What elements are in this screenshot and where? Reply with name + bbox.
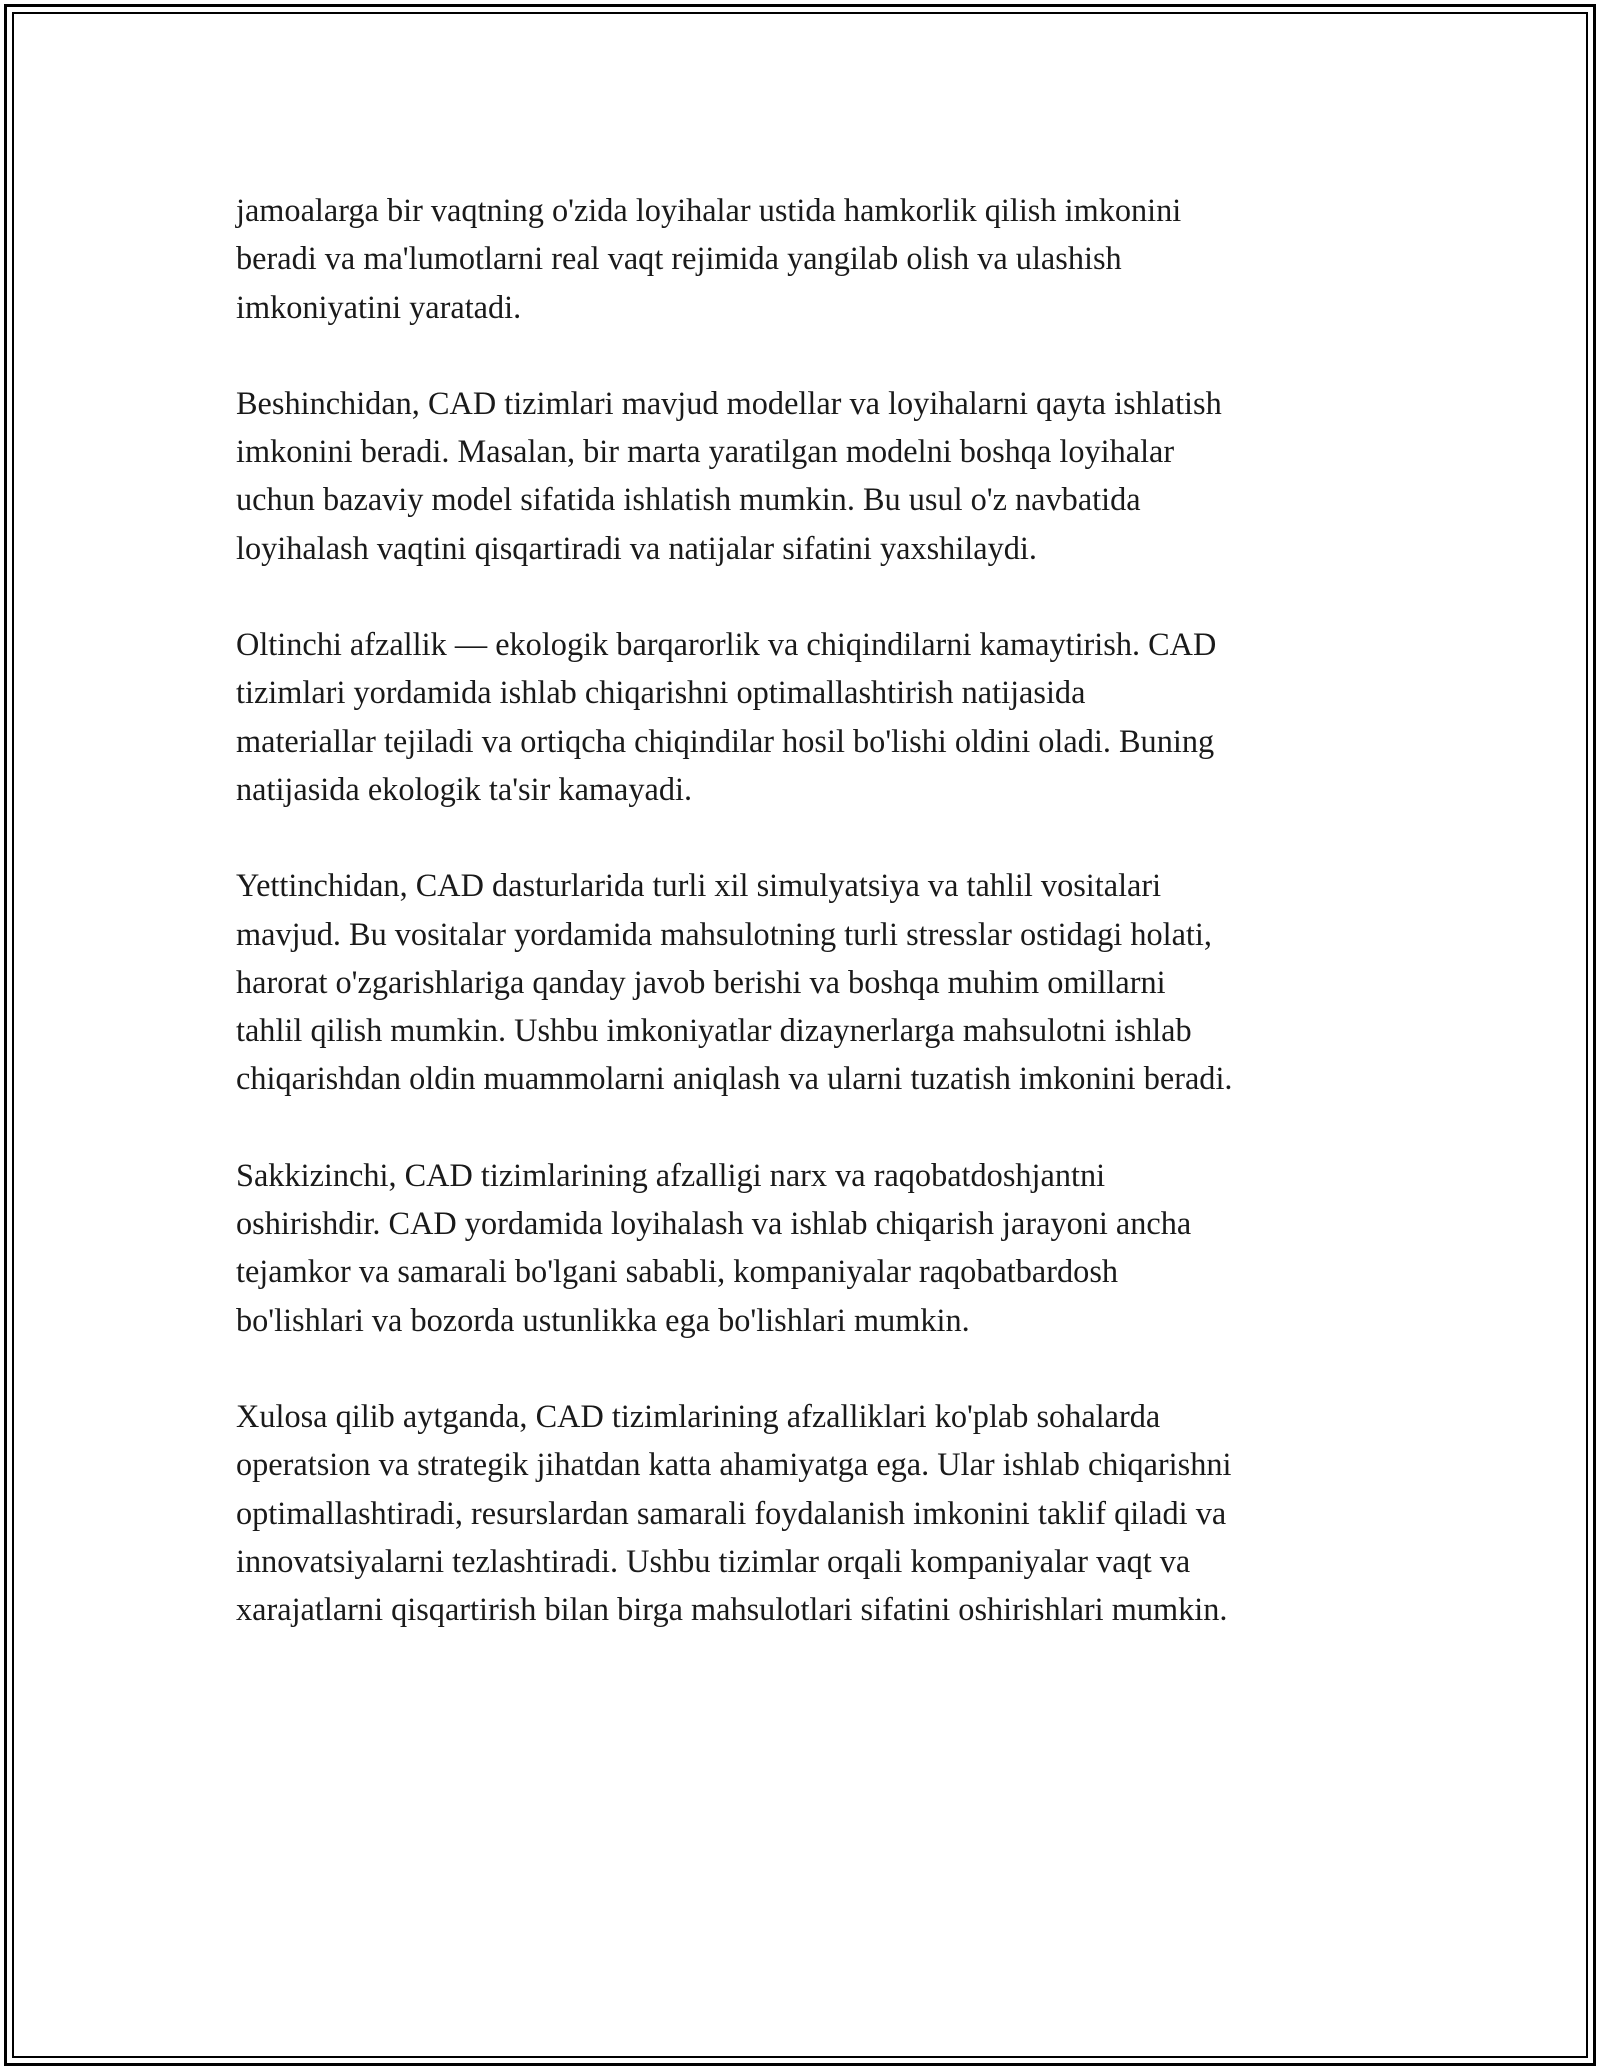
document-body: [236, 186, 1376, 1681]
paragraph-sixth-ecology: Oltinchi afzallik — ekologik barqarorlik va chiqindilarni kamaytirish. CAD tizimlari yordamida ishlab chiqarishni optimallashtirish natijasida materiallar tejiladi va ortiqcha chiqindilar hosil bo'lishi oldini oladi. Buning natijasida ekologik ta'sir kamayadi.: [236, 626, 1217, 807]
paragraph-conclusion: Xulosa qilib aytganda, CAD tizimlarining afzalliklari ko'plab sohalarda operatsion va strategik jihatdan katta ahamiyatga ega. Ular ishlab chiqarishni optimallashtiradi, resurslardan samarali foydalanish imkonini taklif qiladi va innovatsiyalarni tezlashtiradi. Ushbu tizimlar orqali kompaniyalar vaqt va xarajatlarni qisqartirish bilan birga mahsulotlari sifatini oshirishlari mumkin.: [236, 1397, 1232, 1628]
paragraph-fifth-reuse: Beshinchidan, CAD tizimlari mavjud modellar va loyihalarni qayta ishlatish imkonini beradi. Masalan, bir marta yaratilgan modelni boshqa loyihalar uchun bazaviy model sifatida ishlatish mumkin. Bu usul o'z navbatida loyihalash vaqtini qisqartiradi va natijalar sifatini yaxshilaydi.: [236, 384, 1222, 566]
paragraph-collaboration: jamoalarga bir vaqtning o'zida loyihalar ustida hamkorlik qilish imkonini beradi va ma'lumotlarni real vaqt rejimida yangilab olish va ulashish imkoniyatini yaratadi.: [236, 192, 1182, 325]
paragraph-eighth-competitiveness: Sakkizinchi, CAD tizimlarining afzalligi narx va raqobatdoshjantni oshirishdir. CAD yordamida loyihalash va ishlab chiqarish jarayoni ancha tejamkor va samarali bo'lgani sababli, kompaniyalar raqobatbardosh bo'lishlari va bozorda ustunlikka ega bo'lishlari mumkin.: [236, 1156, 1192, 1338]
paragraph-seventh-simulation: Yettinchidan, CAD dasturlarida turli xil simulyatsiya va tahlil vositalari mavjud. Bu vositalar yordamida mahsulotning turli stresslar ostidagi holati, harorat o'zgarishlariga qanday javob berishi va boshqa muhim omillarni tahlil qilish mumkin. Ushbu imkoniyatlar dizaynerlarga mahsulotni ishlab chiqarishdan oldin muammolarni aniqlash va ularni tuzatish imkonini beradi.: [236, 867, 1233, 1097]
